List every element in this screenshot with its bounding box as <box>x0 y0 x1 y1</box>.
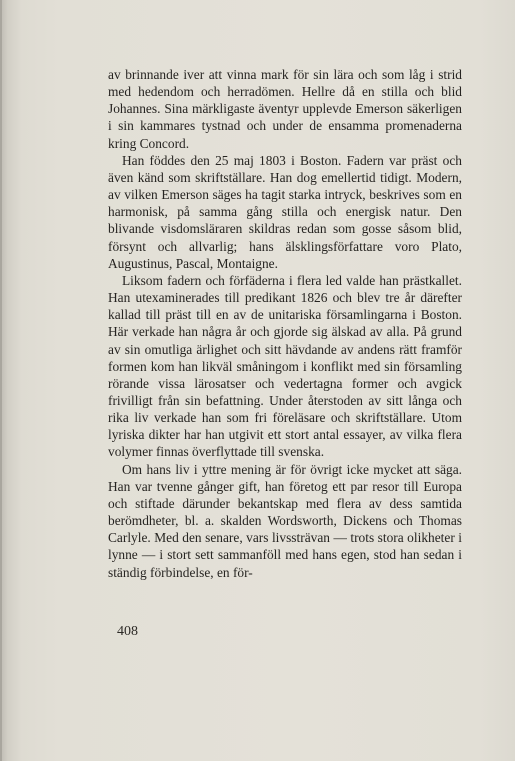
paragraph-1: av brinnande iver att vinna mark för sin lära och som låg i strid med hedendom och herradömen. Hellre då en stilla och blid Johannes. Sina märkligaste äventyr upplevde Emerson säkerligen i sin kammares tystnad och under de ensamma promenaderna kring Concord. <box>108 67 462 151</box>
binding-gutter <box>0 0 2 761</box>
body-text <box>108 66 462 581</box>
page-number: 408 <box>117 624 138 639</box>
paragraph-4: Om hans liv i yttre mening är för övrigt icke mycket att säga. Han var tvenne gånger gift, han företog ett par resor till Europa och stiftade därunder bekantskap med flera av dess samtida berömdheter, bl. a. skalden Wordsworth, Dickens och Thomas Carlyle. Med den senare, vars livssträvan — trots stora olikheter i lynne — i stort sett sammanföll med hans egen, stod han sedan i ständig förbindelse, en för- <box>108 461 462 580</box>
paragraph-3: Liksom fadern och förfäderna i flera led valde han prästkallet. Han utexaminerades till predikant 1826 och blev tre år därefter kallad till präst till en av de unitariska församlingarna i Boston. Här verkade han några år och gjorde sig älskad av alla. På grund av sin omutliga ärlighet och sitt hävdande av andens rätt framför formen kom han likväl småningom i konflikt med sin församling rörande vissa lärosatser och vedertagna former och avgick frivilligt från sin befattning. Under återstoden av sitt långa och rika liv verkade han som fri föreläsare och skriftställare. Utom lyriska dikter har han utgivit ett stort antal essayer, av vilka flera volymer finnas överflyttade till svenska. <box>108 272 462 460</box>
paragraph-2: Han föddes den 25 maj 1803 i Boston. Fadern var präst och även känd som skriftställare. Han dog emellertid tidigt. Modern, av vilken Emerson säges ha tagit starka intryck, beskrives som en harmonisk, på samma gång stilla och energisk natur. Den blivande visdomsläraren skildras redan som gosse såsom blid, försynt och allvarlig; hans älsklingsförfattare voro Plato, Augustinus, Pascal, Montaigne. <box>108 152 462 271</box>
